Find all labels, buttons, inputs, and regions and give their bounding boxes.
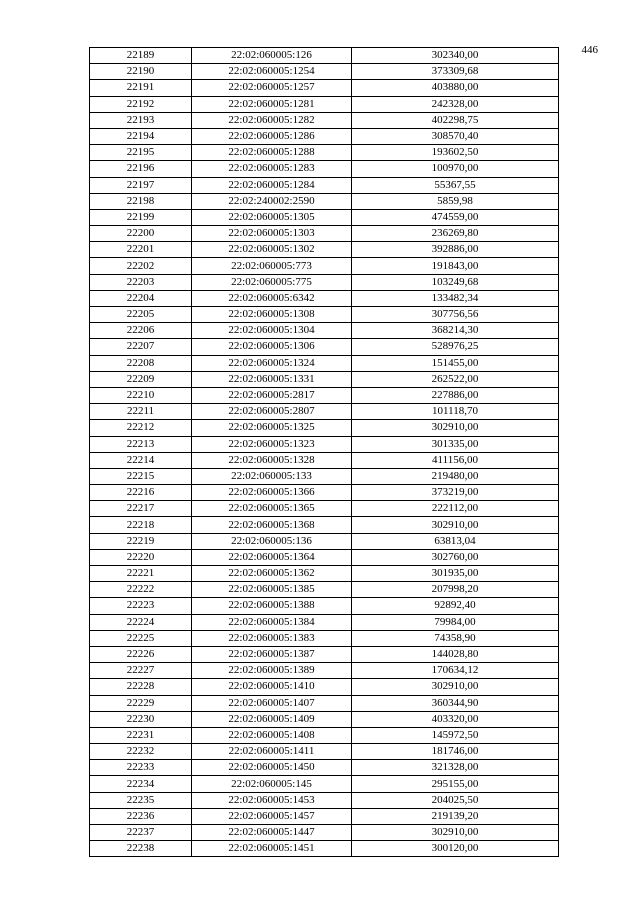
row-number-cell: 22238 <box>90 841 192 857</box>
table-body <box>90 48 559 857</box>
cadastral-value-cell: 262522,00 <box>352 371 559 387</box>
cadastral-number-cell: 22:02:060005:1304 <box>192 323 352 339</box>
table-row <box>90 96 559 112</box>
row-number-cell: 22226 <box>90 646 192 662</box>
cadastral-value-cell: 392886,00 <box>352 242 559 258</box>
cadastral-number-cell: 22:02:060005:136 <box>192 533 352 549</box>
row-number-cell: 22197 <box>90 177 192 193</box>
cadastral-number-cell: 22:02:060005:1325 <box>192 420 352 436</box>
table-row <box>90 841 559 857</box>
cadastral-value-cell: 321328,00 <box>352 760 559 776</box>
table-row <box>90 323 559 339</box>
cadastral-number-cell: 22:02:060005:145 <box>192 776 352 792</box>
cadastral-number-cell: 22:02:060005:1282 <box>192 112 352 128</box>
row-number-cell: 22195 <box>90 145 192 161</box>
cadastral-number-cell: 22:02:060005:775 <box>192 274 352 290</box>
table-row <box>90 614 559 630</box>
table-row <box>90 128 559 144</box>
table-row <box>90 80 559 96</box>
row-number-cell: 22209 <box>90 371 192 387</box>
table-row <box>90 355 559 371</box>
table-row <box>90 48 559 64</box>
cadastral-value-cell: 373219,00 <box>352 485 559 501</box>
page-number: 446 <box>581 44 598 56</box>
row-number-cell: 22198 <box>90 193 192 209</box>
row-number-cell: 22189 <box>90 48 192 64</box>
row-number-cell: 22222 <box>90 582 192 598</box>
cadastral-value-cell: 219139,20 <box>352 808 559 824</box>
row-number-cell: 22217 <box>90 501 192 517</box>
cadastral-number-cell: 22:02:060005:126 <box>192 48 352 64</box>
cadastral-value-cell: 63813,04 <box>352 533 559 549</box>
table-row <box>90 549 559 565</box>
table-row <box>90 566 559 582</box>
cadastral-number-cell: 22:02:060005:1281 <box>192 96 352 112</box>
cadastral-value-cell: 236269,80 <box>352 226 559 242</box>
table-row <box>90 808 559 824</box>
cadastral-number-cell: 22:02:060005:1284 <box>192 177 352 193</box>
row-number-cell: 22224 <box>90 614 192 630</box>
table-row <box>90 825 559 841</box>
cadastral-value-cell: 300120,00 <box>352 841 559 857</box>
row-number-cell: 22214 <box>90 452 192 468</box>
cadastral-number-cell: 22:02:060005:1407 <box>192 695 352 711</box>
cadastral-number-cell: 22:02:060005:1389 <box>192 663 352 679</box>
cadastral-number-cell: 22:02:060005:1450 <box>192 760 352 776</box>
row-number-cell: 22231 <box>90 727 192 743</box>
row-number-cell: 22235 <box>90 792 192 808</box>
cadastral-number-cell: 22:02:060005:1302 <box>192 242 352 258</box>
cadastral-value-cell: 474559,00 <box>352 209 559 225</box>
cadastral-number-cell: 22:02:060005:773 <box>192 258 352 274</box>
row-number-cell: 22219 <box>90 533 192 549</box>
table-row <box>90 404 559 420</box>
row-number-cell: 22208 <box>90 355 192 371</box>
cadastral-value-cell: 308570,40 <box>352 128 559 144</box>
table-row <box>90 517 559 533</box>
row-number-cell: 22234 <box>90 776 192 792</box>
row-number-cell: 22216 <box>90 485 192 501</box>
cadastral-value-cell: 170634,12 <box>352 663 559 679</box>
cadastral-value-table <box>89 47 559 857</box>
cadastral-number-cell: 22:02:060005:1408 <box>192 727 352 743</box>
cadastral-number-cell: 22:02:060005:1362 <box>192 566 352 582</box>
row-number-cell: 22206 <box>90 323 192 339</box>
table-row <box>90 112 559 128</box>
row-number-cell: 22221 <box>90 566 192 582</box>
table-row <box>90 145 559 161</box>
row-number-cell: 22225 <box>90 630 192 646</box>
cadastral-value-cell: 204025,50 <box>352 792 559 808</box>
row-number-cell: 22215 <box>90 468 192 484</box>
cadastral-value-cell: 301335,00 <box>352 436 559 452</box>
cadastral-value-cell: 403320,00 <box>352 711 559 727</box>
cadastral-value-cell: 100970,00 <box>352 161 559 177</box>
table-row <box>90 452 559 468</box>
row-number-cell: 22191 <box>90 80 192 96</box>
cadastral-value-cell: 302910,00 <box>352 825 559 841</box>
cadastral-value-cell: 103249,68 <box>352 274 559 290</box>
row-number-cell: 22190 <box>90 64 192 80</box>
cadastral-value-cell: 145972,50 <box>352 727 559 743</box>
row-number-cell: 22193 <box>90 112 192 128</box>
row-number-cell: 22232 <box>90 744 192 760</box>
cadastral-value-cell: 74358,90 <box>352 630 559 646</box>
cadastral-value-cell: 92892,40 <box>352 598 559 614</box>
cadastral-value-cell: 302910,00 <box>352 420 559 436</box>
table-row <box>90 161 559 177</box>
table-row <box>90 646 559 662</box>
table-row <box>90 177 559 193</box>
cadastral-number-cell: 22:02:060005:133 <box>192 468 352 484</box>
cadastral-number-cell: 22:02:060005:1384 <box>192 614 352 630</box>
cadastral-value-cell: 191843,00 <box>352 258 559 274</box>
cadastral-value-cell: 242328,00 <box>352 96 559 112</box>
cadastral-value-cell: 402298,75 <box>352 112 559 128</box>
table-row <box>90 501 559 517</box>
row-number-cell: 22199 <box>90 209 192 225</box>
cadastral-value-cell: 5859,98 <box>352 193 559 209</box>
table-row <box>90 258 559 274</box>
cadastral-number-cell: 22:02:060005:1324 <box>192 355 352 371</box>
row-number-cell: 22210 <box>90 387 192 403</box>
table-row <box>90 339 559 355</box>
cadastral-number-cell: 22:02:060005:1387 <box>192 646 352 662</box>
row-number-cell: 22212 <box>90 420 192 436</box>
cadastral-value-cell: 55367,55 <box>352 177 559 193</box>
table-row <box>90 630 559 646</box>
table-row <box>90 371 559 387</box>
cadastral-number-cell: 22:02:060005:1303 <box>192 226 352 242</box>
cadastral-number-cell: 22:02:060005:1365 <box>192 501 352 517</box>
row-number-cell: 22200 <box>90 226 192 242</box>
cadastral-number-cell: 22:02:060005:1388 <box>192 598 352 614</box>
row-number-cell: 22192 <box>90 96 192 112</box>
cadastral-number-cell: 22:02:060005:1254 <box>192 64 352 80</box>
cadastral-number-cell: 22:02:060005:1283 <box>192 161 352 177</box>
table-row <box>90 679 559 695</box>
table-row <box>90 387 559 403</box>
row-number-cell: 22228 <box>90 679 192 695</box>
cadastral-number-cell: 22:02:060005:6342 <box>192 290 352 306</box>
table-row <box>90 274 559 290</box>
cadastral-value-cell: 227886,00 <box>352 387 559 403</box>
row-number-cell: 22218 <box>90 517 192 533</box>
cadastral-number-cell: 22:02:240002:2590 <box>192 193 352 209</box>
cadastral-number-cell: 22:02:060005:1328 <box>192 452 352 468</box>
row-number-cell: 22223 <box>90 598 192 614</box>
cadastral-number-cell: 22:02:060005:2807 <box>192 404 352 420</box>
table-row <box>90 533 559 549</box>
cadastral-value-cell: 302910,00 <box>352 517 559 533</box>
table-row <box>90 485 559 501</box>
cadastral-number-cell: 22:02:060005:1409 <box>192 711 352 727</box>
table-row <box>90 760 559 776</box>
table-row <box>90 64 559 80</box>
table-row <box>90 436 559 452</box>
table-row <box>90 226 559 242</box>
cadastral-number-cell: 22:02:060005:1385 <box>192 582 352 598</box>
table-row <box>90 727 559 743</box>
cadastral-number-cell: 22:02:060005:1447 <box>192 825 352 841</box>
cadastral-value-cell: 411156,00 <box>352 452 559 468</box>
table-row <box>90 598 559 614</box>
row-number-cell: 22220 <box>90 549 192 565</box>
table-row <box>90 420 559 436</box>
cadastral-value-cell: 207998,20 <box>352 582 559 598</box>
table-row <box>90 695 559 711</box>
cadastral-number-cell: 22:02:060005:1457 <box>192 808 352 824</box>
table-row <box>90 744 559 760</box>
cadastral-number-cell: 22:02:060005:1288 <box>192 145 352 161</box>
row-number-cell: 22201 <box>90 242 192 258</box>
table-row <box>90 242 559 258</box>
table-row <box>90 582 559 598</box>
cadastral-value-cell: 144028,80 <box>352 646 559 662</box>
cadastral-number-cell: 22:02:060005:1286 <box>192 128 352 144</box>
cadastral-value-cell: 133482,34 <box>352 290 559 306</box>
row-number-cell: 22233 <box>90 760 192 776</box>
cadastral-value-cell: 302910,00 <box>352 679 559 695</box>
cadastral-value-cell: 222112,00 <box>352 501 559 517</box>
row-number-cell: 22237 <box>90 825 192 841</box>
cadastral-value-cell: 101118,70 <box>352 404 559 420</box>
row-number-cell: 22196 <box>90 161 192 177</box>
cadastral-number-cell: 22:02:060005:1331 <box>192 371 352 387</box>
table-row <box>90 468 559 484</box>
table-row <box>90 776 559 792</box>
row-number-cell: 22230 <box>90 711 192 727</box>
cadastral-number-cell: 22:02:060005:1308 <box>192 307 352 323</box>
cadastral-number-cell: 22:02:060005:1453 <box>192 792 352 808</box>
cadastral-value-cell: 193602,50 <box>352 145 559 161</box>
table-row <box>90 792 559 808</box>
cadastral-value-cell: 360344,90 <box>352 695 559 711</box>
row-number-cell: 22213 <box>90 436 192 452</box>
cadastral-number-cell: 22:02:060005:1368 <box>192 517 352 533</box>
cadastral-value-cell: 295155,00 <box>352 776 559 792</box>
cadastral-number-cell: 22:02:060005:1257 <box>192 80 352 96</box>
cadastral-number-cell: 22:02:060005:1410 <box>192 679 352 695</box>
cadastral-number-cell: 22:02:060005:1305 <box>192 209 352 225</box>
row-number-cell: 22236 <box>90 808 192 824</box>
cadastral-value-cell: 301935,00 <box>352 566 559 582</box>
cadastral-value-cell: 302760,00 <box>352 549 559 565</box>
cadastral-value-cell: 528976,25 <box>352 339 559 355</box>
cadastral-value-cell: 181746,00 <box>352 744 559 760</box>
cadastral-value-cell: 373309,68 <box>352 64 559 80</box>
cadastral-value-cell: 219480,00 <box>352 468 559 484</box>
table-row <box>90 711 559 727</box>
cadastral-number-cell: 22:02:060005:1323 <box>192 436 352 452</box>
cadastral-value-cell: 403880,00 <box>352 80 559 96</box>
cadastral-number-cell: 22:02:060005:1306 <box>192 339 352 355</box>
row-number-cell: 22211 <box>90 404 192 420</box>
cadastral-number-cell: 22:02:060005:1366 <box>192 485 352 501</box>
cadastral-value-cell: 368214,30 <box>352 323 559 339</box>
row-number-cell: 22229 <box>90 695 192 711</box>
row-number-cell: 22203 <box>90 274 192 290</box>
cadastral-value-cell: 302340,00 <box>352 48 559 64</box>
table-row <box>90 290 559 306</box>
row-number-cell: 22194 <box>90 128 192 144</box>
row-number-cell: 22202 <box>90 258 192 274</box>
table-row <box>90 193 559 209</box>
cadastral-value-cell: 151455,00 <box>352 355 559 371</box>
row-number-cell: 22204 <box>90 290 192 306</box>
table-row <box>90 307 559 323</box>
row-number-cell: 22207 <box>90 339 192 355</box>
cadastral-value-cell: 307756,56 <box>352 307 559 323</box>
cadastral-number-cell: 22:02:060005:1364 <box>192 549 352 565</box>
table-row <box>90 209 559 225</box>
cadastral-number-cell: 22:02:060005:1451 <box>192 841 352 857</box>
cadastral-number-cell: 22:02:060005:1383 <box>192 630 352 646</box>
row-number-cell: 22205 <box>90 307 192 323</box>
cadastral-value-cell: 79984,00 <box>352 614 559 630</box>
cadastral-number-cell: 22:02:060005:2817 <box>192 387 352 403</box>
cadastral-number-cell: 22:02:060005:1411 <box>192 744 352 760</box>
table-row <box>90 663 559 679</box>
row-number-cell: 22227 <box>90 663 192 679</box>
